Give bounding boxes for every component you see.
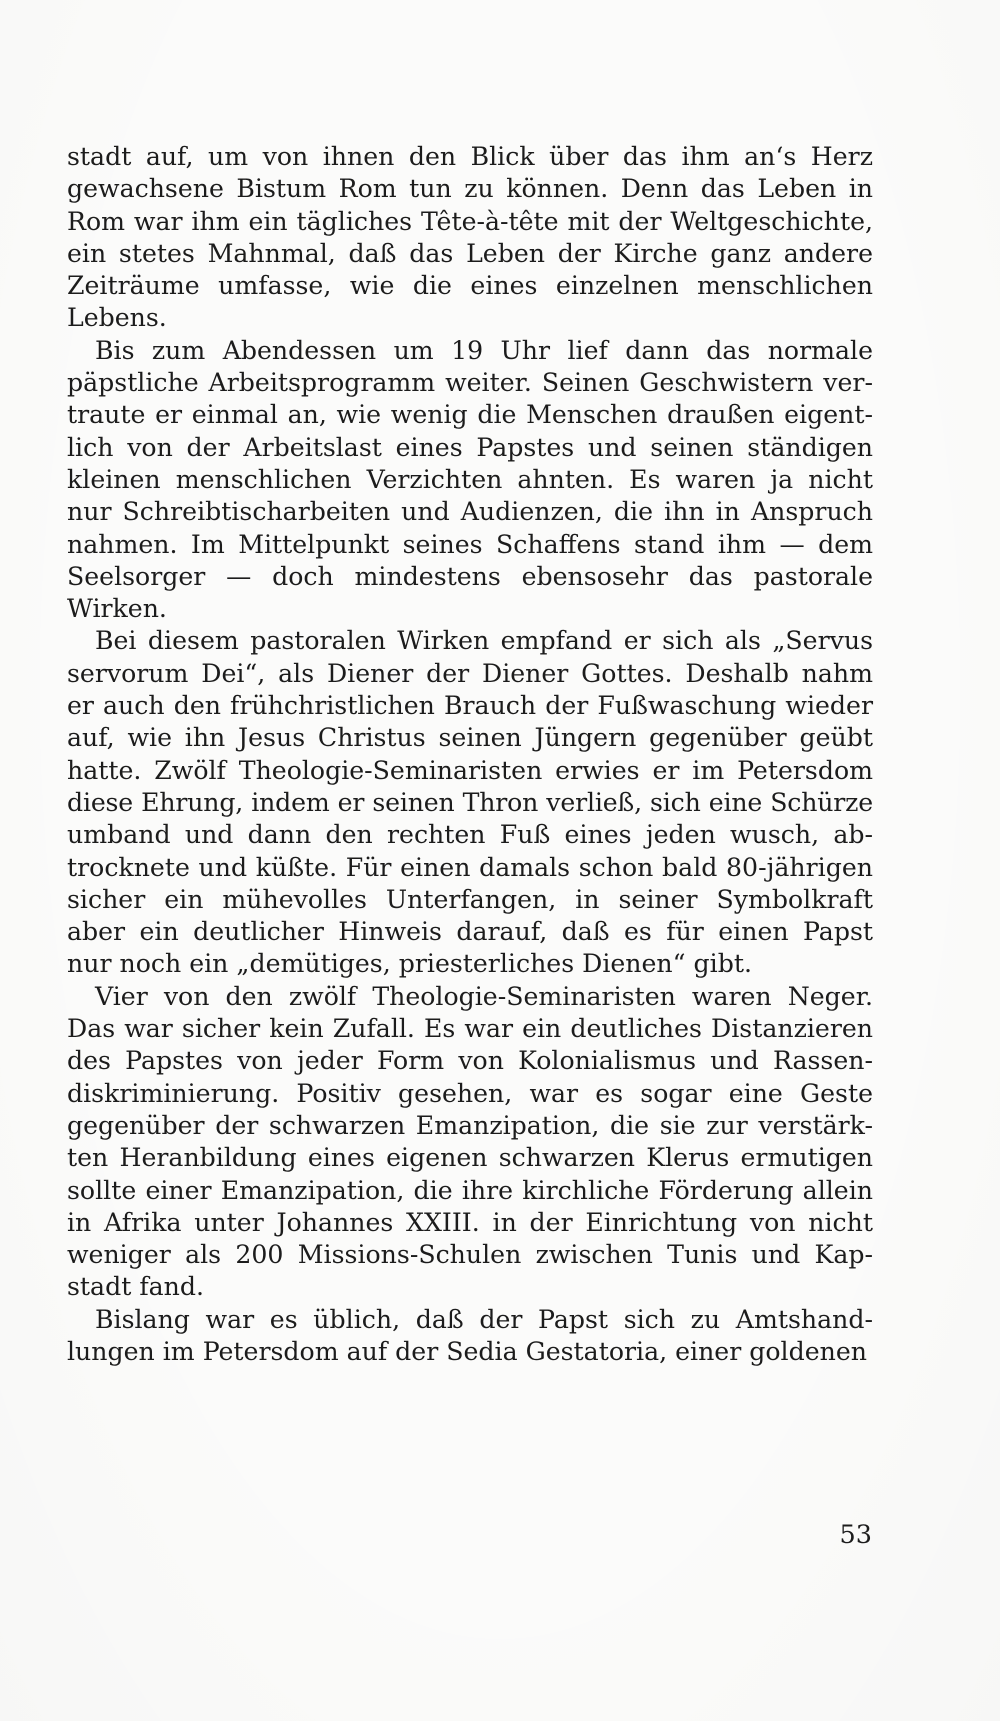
text-line: auf, wie ihn Jesus Christus seinen Jüngern gegenüber geübt — [67, 723, 873, 753]
page-number: 53 — [839, 1520, 872, 1550]
text-line: nur Schreibtischarbeiten und Audienzen, die ihn in Anspruch — [67, 497, 873, 527]
text-line: päpstliche Arbeitsprogramm weiter. Seinen Geschwistern ver- — [67, 368, 873, 398]
text-line: hatte. Zwölf Theologie-Seminaristen erwies er im Petersdom — [67, 755, 873, 785]
text-line: aber ein deutlicher Hinweis darauf, daß es für einen Papst — [67, 917, 873, 947]
text-line: stadt auf, um von ihnen den Blick über das ihm an‘s Herz — [67, 142, 873, 171]
text-line: Wirken. — [67, 594, 167, 624]
text-line: Bis zum Abendessen um 19 Uhr lief dann das normale — [95, 335, 873, 365]
text-line: Zeiträume umfasse, wie die eines einzelnen menschlichen — [67, 271, 873, 301]
text-line: diese Ehrung, indem er seinen Thron verließ, sich eine Schürze — [67, 787, 873, 817]
text-line: diskriminierung. Positiv gesehen, war es sogar eine Geste — [67, 1078, 873, 1108]
text-line: stadt fand. — [67, 1272, 205, 1302]
text-line: Das war sicher kein Zufall. Es war ein deutliches Distanzieren — [67, 1014, 873, 1044]
text-line: lungen im Petersdom auf der Sedia Gestatoria, einer goldenen — [67, 1336, 867, 1366]
text-line: Rom war ihm ein tägliches Tête-à-tête mit der Weltgeschichte, — [67, 206, 873, 236]
text-line: umband und dann den rechten Fuß eines jeden wusch, ab- — [67, 820, 873, 850]
text-line: nur noch ein „demütiges, priesterliches Dienen“ gibt. — [67, 949, 752, 979]
text-line: Seelsorger — doch mindestens ebensosehr das pastorale — [67, 561, 873, 591]
text-line: Bei diesem pastoralen Wirken empfand er sich als „Servus — [95, 626, 873, 656]
text-line: er auch den frühchristlichen Brauch der Fußwaschung wieder — [67, 691, 873, 721]
text-line: Vier von den zwölf Theologie-Seminaristen waren Neger. — [95, 981, 873, 1011]
text-line: kleinen menschlichen Verzichten ahnten. Es waren ja nicht — [67, 464, 873, 494]
text-line: weniger als 200 Missions-Schulen zwischen Tunis und Kap- — [67, 1240, 873, 1270]
body-text — [67, 141, 873, 1368]
text-line: traute er einmal an, wie wenig die Menschen draußen eigent- — [67, 400, 873, 430]
text-line: ten Heranbildung eines eigenen schwarzen Klerus ermutigen — [67, 1143, 873, 1173]
text-line: ein stetes Mahnmal, daß das Leben der Kirche ganz andere — [67, 238, 873, 268]
text-line: gegenüber der schwarzen Emanzipation, die sie zur verstärk- — [67, 1110, 873, 1140]
text-line: trocknete und küßte. Für einen damals schon bald 80-jährigen — [67, 852, 873, 882]
text-line: lich von der Arbeitslast eines Papstes und seinen ständigen — [67, 432, 873, 462]
text-line: Lebens. — [67, 303, 167, 333]
text-line: nahmen. Im Mittelpunkt seines Schaffens stand ihm — dem — [67, 529, 873, 559]
text-line: gewachsene Bistum Rom tun zu können. Denn das Leben in — [67, 174, 873, 204]
text-line: Bislang war es üblich, daß der Papst sich zu Amtshand- — [95, 1304, 873, 1334]
text-line: in Afrika unter Johannes XXIII. in der Einrichtung von nicht — [67, 1207, 873, 1237]
text-line: sicher ein mühevolles Unterfangen, in seiner Symbolkraft — [67, 884, 873, 914]
text-line: sollte einer Emanzipation, die ihre kirchliche Förderung allein — [67, 1175, 873, 1205]
text-line: des Papstes von jeder Form von Kolonialismus und Rassen- — [67, 1046, 873, 1076]
text-line: servorum Dei“, als Diener der Diener Gottes. Deshalb nahm — [67, 658, 873, 688]
